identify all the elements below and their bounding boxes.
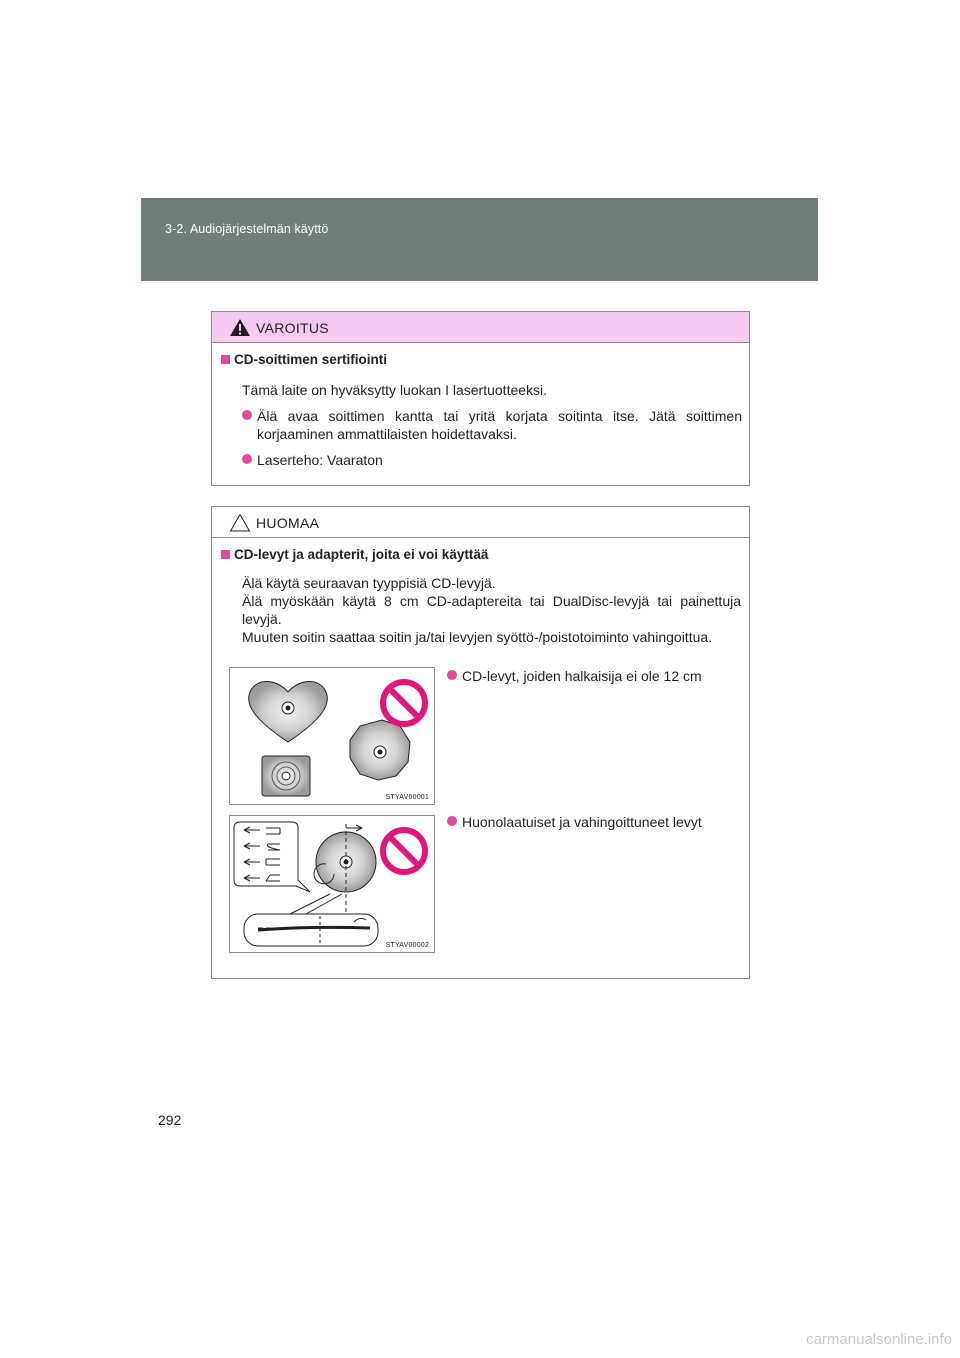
notice-paragraph (242, 574, 741, 646)
warning-bullet (242, 407, 742, 443)
notice-line: Älä käytä seuraavan tyyppisiä CD-levyjä. (242, 575, 496, 591)
figure-code: STYAV00002 (385, 942, 429, 949)
square-bullet-icon (221, 550, 230, 559)
bullet-dot-icon (447, 670, 457, 680)
bullet-dot-icon (447, 816, 457, 826)
figure-caption-text: Huonolaatuiset ja vahingoittuneet levyt (462, 814, 702, 830)
page-number: 292 (158, 1112, 182, 1128)
notice-section-title (221, 547, 488, 562)
figure-caption (447, 813, 743, 831)
notice-line: Muuten soitin saattaa soitin ja/tai levyjen syöttö-/poistotoiminto vahingoittua. (242, 629, 713, 645)
warning-section-title-text: CD-soittimen sertifiointi (234, 352, 388, 367)
notice-header (212, 507, 749, 538)
warning-header (212, 312, 749, 343)
chapter-title: 3-2. Audiojärjestelmän käyttö (165, 222, 329, 236)
chapter-header-band (141, 198, 818, 281)
figure-caption (447, 667, 743, 685)
warning-box (211, 311, 750, 486)
figure-non-12cm-discs (229, 667, 435, 805)
bullet-dot-icon (242, 410, 252, 420)
warning-bullet (242, 451, 742, 469)
figure-damaged-discs (229, 815, 435, 953)
warning-label: VAROITUS (256, 320, 329, 336)
notice-line: Älä myöskään käytä 8 cm CD-adaptereita tai DualDisc-levyjä tai painettuja levyjä. (242, 593, 741, 627)
warning-section-title (221, 352, 387, 367)
notice-label: HUOMAA (256, 515, 320, 531)
warning-intro: Tämä laite on hyväksytty luokan I lasertuotteeksi. (242, 382, 548, 398)
notice-section-title-text: CD-levyt ja adapterit, joita ei voi käyttää (234, 547, 489, 562)
watermark: carmanualsonline.info (806, 1331, 952, 1348)
notice-box (211, 506, 750, 979)
prohibition-icon (379, 678, 429, 728)
warning-triangle-icon (229, 318, 251, 337)
warning-bullet-text: Laserteho: Vaaraton (257, 452, 383, 468)
bullet-dot-icon (242, 454, 252, 464)
figure-caption-text: CD-levyt, joiden halkaisija ei ole 12 cm (462, 668, 702, 684)
warning-bullet-text: Älä avaa soittimen kantta tai yritä korjata soitinta itse. Jätä soittimen korjaaminen ammattilaisten hoidettavaksi. (257, 408, 742, 442)
figure-code: STYAV00001 (385, 794, 429, 801)
square-bullet-icon (221, 355, 230, 364)
prohibition-icon (379, 826, 429, 876)
notice-triangle-icon (229, 513, 251, 532)
